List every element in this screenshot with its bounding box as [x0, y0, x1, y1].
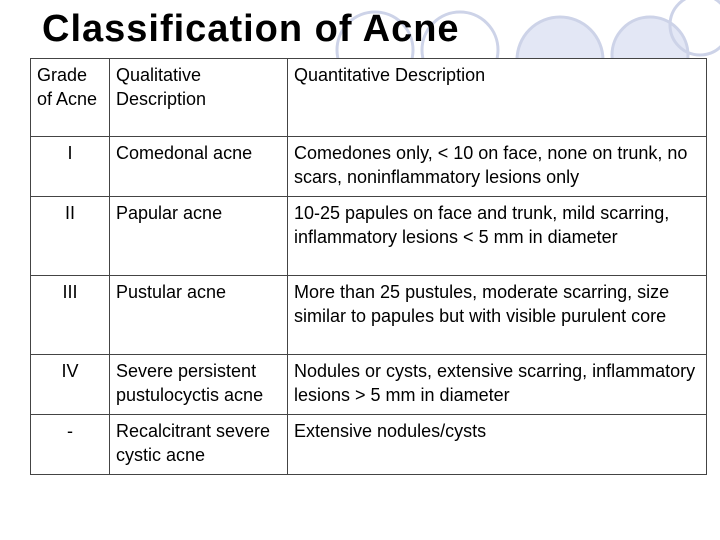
quantitative-cell: More than 25 pustules, moderate scarring, size similar to papules but with visible purulent core	[288, 276, 707, 355]
table-row	[31, 197, 707, 276]
table-row	[31, 276, 707, 355]
table-row	[31, 415, 707, 475]
qualitative-cell: Pustular acne	[110, 276, 288, 355]
quantitative-cell: Comedones only, < 10 on face, none on trunk, no scars, noninflammatory lesions only	[288, 137, 707, 197]
qualitative-cell: Recalcitrant severe cystic acne	[110, 415, 288, 475]
grade-cell: I	[31, 137, 110, 197]
quantitative-cell: Nodules or cysts, extensive scarring, inflammatory lesions > 5 mm in diameter	[288, 355, 707, 415]
header-quantitative: Quantitative Description	[288, 59, 707, 137]
slide-title: Classification of Acne	[42, 8, 460, 50]
table-header-row	[31, 59, 707, 137]
quantitative-cell: Extensive nodules/cysts	[288, 415, 707, 475]
grade-cell: -	[31, 415, 110, 475]
table-row	[31, 137, 707, 197]
grade-cell: II	[31, 197, 110, 276]
acne-classification-table	[30, 58, 706, 474]
header-qualitative: Qualitative Description	[110, 59, 288, 137]
qualitative-cell: Papular acne	[110, 197, 288, 276]
grade-cell: IV	[31, 355, 110, 415]
qualitative-cell: Severe persistent pustulocyctis acne	[110, 355, 288, 415]
grade-cell: III	[31, 276, 110, 355]
qualitative-cell: Comedonal acne	[110, 137, 288, 197]
table-row	[31, 355, 707, 415]
quantitative-cell: 10-25 papules on face and trunk, mild scarring, inflammatory lesions < 5 mm in diameter	[288, 197, 707, 276]
header-grade: Grade of Acne	[31, 59, 110, 137]
